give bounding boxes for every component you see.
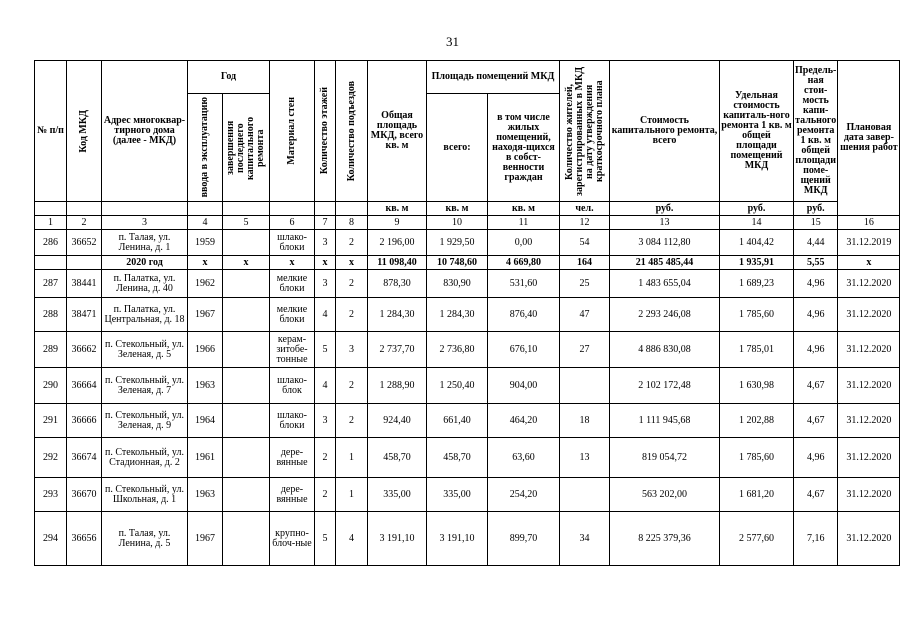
table-row: [35, 368, 900, 404]
cell-num: 292: [35, 438, 67, 478]
cell-repair-year: [223, 298, 270, 332]
cell-entrances: 2: [336, 368, 368, 404]
table-row: [35, 270, 900, 298]
cell-area-all: 10 748,60: [427, 256, 488, 270]
cell-area-all: 2 736,80: [427, 332, 488, 368]
cell-wall: х: [270, 256, 315, 270]
cell-unit-cost: 1 689,23: [720, 270, 794, 298]
cell-floors: 3: [315, 270, 336, 298]
cell-area-all: 1 284,30: [427, 298, 488, 332]
column-number: 10: [427, 216, 488, 230]
cell-area-all: 458,70: [427, 438, 488, 478]
cell-code: 36670: [67, 478, 102, 512]
header-residents: Количество жителей, зарегистрированных в МКД на дату утверждения краткосрочного плана: [560, 61, 610, 202]
cell-year: 1959: [188, 230, 223, 256]
cell-code: 38471: [67, 298, 102, 332]
cell-area-res: 4 669,80: [488, 256, 560, 270]
cell-code: 36656: [67, 512, 102, 566]
cell-date: 31.12.2020: [838, 368, 900, 404]
cell-unit-cost: 1 202,88: [720, 404, 794, 438]
cell-residents: 18: [560, 404, 610, 438]
cell-num: 287: [35, 270, 67, 298]
cell-floors: 3: [315, 230, 336, 256]
cell-address: п. Стекольный, ул. Зеленая, д. 9: [102, 404, 188, 438]
header-wall-material: Материал стен: [270, 61, 315, 202]
cell-date: 31.12.2020: [838, 404, 900, 438]
cell-num: 289: [35, 332, 67, 368]
cell-area-all: 3 191,10: [427, 512, 488, 566]
header-year-last-repair: завершения последнего капитального ремонта: [223, 94, 270, 202]
cell-area-res: 904,00: [488, 368, 560, 404]
cell-cost: 2 293 246,08: [610, 298, 720, 332]
cell-code: 36662: [67, 332, 102, 368]
header-code: Код МКД: [67, 61, 102, 202]
cell-repair-year: х: [223, 256, 270, 270]
cell-total-area: 458,70: [368, 438, 427, 478]
cell-year: 1962: [188, 270, 223, 298]
cell-address: п. Палатка, ул. Центральная, д. 18: [102, 298, 188, 332]
cell-residents: 13: [560, 438, 610, 478]
cell-unit-cost: 1 630,98: [720, 368, 794, 404]
header-total-area: Общая площадь МКД, всего кв. м: [368, 61, 427, 202]
cell-cost: 4 886 830,08: [610, 332, 720, 368]
header-year-group: Год: [188, 61, 270, 94]
cell-date: 31.12.2020: [838, 298, 900, 332]
cell-floors: 4: [315, 298, 336, 332]
unit-total-area: кв. м: [368, 202, 427, 216]
cell-num: 286: [35, 230, 67, 256]
cell-entrances: 1: [336, 478, 368, 512]
cell-total-area: 3 191,10: [368, 512, 427, 566]
cell-repair-year: [223, 438, 270, 478]
cell-cost: 1 483 655,04: [610, 270, 720, 298]
cell-date: 31.12.2020: [838, 438, 900, 478]
cell-date: 31.12.2020: [838, 270, 900, 298]
cell-total-area: 924,40: [368, 404, 427, 438]
table-row: [35, 478, 900, 512]
cell-wall: шлако-блок: [270, 368, 315, 404]
column-number: 13: [610, 216, 720, 230]
cell-area-res: 464,20: [488, 404, 560, 438]
cell-total-area: 878,30: [368, 270, 427, 298]
column-number: 7: [315, 216, 336, 230]
cell-wall: керам-зитобе-тонные: [270, 332, 315, 368]
header-unit-cost: Удельная стоимость капиталь-ного ремонта 1 кв. м общей площади помещений МКД: [720, 61, 794, 202]
cell-area-res: 63,60: [488, 438, 560, 478]
cell-floors: х: [315, 256, 336, 270]
cell-total-area: 2 196,00: [368, 230, 427, 256]
cell-area-res: 0,00: [488, 230, 560, 256]
cell-area-all: 335,00: [427, 478, 488, 512]
cell-address: п. Палатка, ул. Ленина, д. 40: [102, 270, 188, 298]
column-number: 4: [188, 216, 223, 230]
cell-max-cost: 7,16: [794, 512, 838, 566]
cell-year: 1967: [188, 512, 223, 566]
cell-repair-year: [223, 478, 270, 512]
table-row: [35, 230, 900, 256]
cell-entrances: 4: [336, 512, 368, 566]
cell-area-all: 830,90: [427, 270, 488, 298]
cell-cost: 1 111 945,68: [610, 404, 720, 438]
cell-num: 288: [35, 298, 67, 332]
cell-repair-year: [223, 332, 270, 368]
column-number: 8: [336, 216, 368, 230]
column-number: 5: [223, 216, 270, 230]
cell-year: 1967: [188, 298, 223, 332]
cell-unit-cost: 1 785,01: [720, 332, 794, 368]
header-floors: Количество этажей: [315, 61, 336, 202]
table-row: [35, 332, 900, 368]
cell-address: п. Стекольный, ул. Стадионная, д. 2: [102, 438, 188, 478]
header-area-group: Площадь помещений МКД: [427, 61, 560, 94]
cell-unit-cost: 1 404,42: [720, 230, 794, 256]
cell-floors: 3: [315, 404, 336, 438]
header-repair-cost: Стоимость капитального ремонта, всего: [610, 61, 720, 202]
cell-date: 31.12.2019: [838, 230, 900, 256]
cell-num: 291: [35, 404, 67, 438]
cell-residents: [560, 478, 610, 512]
column-number: 15: [794, 216, 838, 230]
cell-address: п. Талая, ул. Ленина, д. 1: [102, 230, 188, 256]
cell-floors: 5: [315, 512, 336, 566]
cell-cost: 3 084 112,80: [610, 230, 720, 256]
cell-residents: 47: [560, 298, 610, 332]
cell-year: 1963: [188, 368, 223, 404]
cell-address: п. Стекольный, ул. Зеленая, д. 7: [102, 368, 188, 404]
cell-entrances: 2: [336, 404, 368, 438]
cell-residents: 54: [560, 230, 610, 256]
cell-cost: 819 054,72: [610, 438, 720, 478]
cell-year: х: [188, 256, 223, 270]
cell-num: [35, 256, 67, 270]
cell-residents: 164: [560, 256, 610, 270]
cell-year: 1966: [188, 332, 223, 368]
unit-repair-cost: руб.: [610, 202, 720, 216]
column-number: 9: [368, 216, 427, 230]
cell-area-all: 1 250,40: [427, 368, 488, 404]
cell-wall: шлако-блоки: [270, 404, 315, 438]
cell-code: 36666: [67, 404, 102, 438]
header-planned-date: Плановая дата завер-шения работ: [838, 61, 900, 216]
column-number: 2: [67, 216, 102, 230]
cell-max-cost: 4,44: [794, 230, 838, 256]
cell-repair-year: [223, 368, 270, 404]
cell-residents: [560, 368, 610, 404]
cell-max-cost: 4,96: [794, 332, 838, 368]
cell-wall: крупно-блоч-ные: [270, 512, 315, 566]
header-num: № п/п: [35, 61, 67, 202]
cell-max-cost: 5,55: [794, 256, 838, 270]
cell-entrances: х: [336, 256, 368, 270]
cell-total-area: 1 284,30: [368, 298, 427, 332]
cell-max-cost: 4,96: [794, 438, 838, 478]
cell-wall: шлако-блоки: [270, 230, 315, 256]
header-area-all: всего:: [427, 94, 488, 202]
unit-residents: чел.: [560, 202, 610, 216]
header-entrances: Количество подъездов: [336, 61, 368, 202]
cell-residents: 25: [560, 270, 610, 298]
cell-floors: 5: [315, 332, 336, 368]
unit-max-unit-cost: руб.: [794, 202, 838, 216]
cell-repair-year: [223, 230, 270, 256]
cell-year: 1964: [188, 404, 223, 438]
cell-num: 294: [35, 512, 67, 566]
cell-entrances: 3: [336, 332, 368, 368]
cell-entrances: 2: [336, 230, 368, 256]
cell-num: 290: [35, 368, 67, 404]
column-number: 3: [102, 216, 188, 230]
cell-max-cost: 4,67: [794, 404, 838, 438]
cell-unit-cost: 1 785,60: [720, 298, 794, 332]
cell-year: 1961: [188, 438, 223, 478]
cell-floors: 4: [315, 368, 336, 404]
cell-entrances: 2: [336, 270, 368, 298]
cell-wall: дере-вянные: [270, 478, 315, 512]
cell-code: 38441: [67, 270, 102, 298]
table-row: [35, 404, 900, 438]
cell-wall: дере-вянные: [270, 438, 315, 478]
cell-repair-year: [223, 512, 270, 566]
cell-area-res: 899,70: [488, 512, 560, 566]
cell-entrances: 1: [336, 438, 368, 478]
cell-max-cost: 4,67: [794, 368, 838, 404]
cell-total-area: 11 098,40: [368, 256, 427, 270]
page-number: 31: [446, 34, 459, 49]
column-number: 16: [838, 216, 900, 230]
total-row: [35, 256, 900, 270]
cell-floors: 2: [315, 478, 336, 512]
cell-total-area: 2 737,70: [368, 332, 427, 368]
table-row: [35, 298, 900, 332]
cell-total-area: 335,00: [368, 478, 427, 512]
cell-max-cost: 4,96: [794, 298, 838, 332]
cell-cost: 8 225 379,36: [610, 512, 720, 566]
cell-address: п. Стекольный, ул. Школьная, д. 1: [102, 478, 188, 512]
cell-date: 31.12.2020: [838, 512, 900, 566]
cell-unit-cost: 2 577,60: [720, 512, 794, 566]
cell-area-res: 531,60: [488, 270, 560, 298]
cell-date: х: [838, 256, 900, 270]
cell-area-res: 254,20: [488, 478, 560, 512]
cell-year: 1963: [188, 478, 223, 512]
column-number: 1: [35, 216, 67, 230]
cell-code: [67, 256, 102, 270]
column-number: 11: [488, 216, 560, 230]
cell-unit-cost: 1 681,20: [720, 478, 794, 512]
unit-unit-cost: руб.: [720, 202, 794, 216]
table-row: [35, 438, 900, 478]
table-row: [35, 512, 900, 566]
cell-cost: 21 485 485,44: [610, 256, 720, 270]
cell-address: п. Стекольный, ул. Зеленая, д. 5: [102, 332, 188, 368]
cell-date: 31.12.2020: [838, 478, 900, 512]
cell-cost: 2 102 172,48: [610, 368, 720, 404]
unit-area-residential: кв. м: [488, 202, 560, 216]
cell-max-cost: 4,96: [794, 270, 838, 298]
unit-area-all: кв. м: [427, 202, 488, 216]
cell-unit-cost: 1 785,60: [720, 438, 794, 478]
cell-area-res: 676,10: [488, 332, 560, 368]
column-number: 6: [270, 216, 315, 230]
header-area-residential: в том числе жилых помещений, находя-щихся в собст-венности граждан: [488, 94, 560, 202]
column-number: 14: [720, 216, 794, 230]
header-address: Адрес многоквар-тирного дома (далее - МКД): [102, 61, 188, 202]
cell-max-cost: 4,67: [794, 478, 838, 512]
total-label: 2020 год: [102, 256, 188, 270]
cell-residents: 27: [560, 332, 610, 368]
column-number: 12: [560, 216, 610, 230]
cell-code: 36664: [67, 368, 102, 404]
cell-num: 293: [35, 478, 67, 512]
cell-wall: мелкие блоки: [270, 270, 315, 298]
cell-floors: 2: [315, 438, 336, 478]
cell-wall: мелкие блоки: [270, 298, 315, 332]
repair-plan-table: [34, 60, 900, 566]
cell-code: 36652: [67, 230, 102, 256]
cell-residents: 34: [560, 512, 610, 566]
cell-repair-year: [223, 404, 270, 438]
cell-repair-year: [223, 270, 270, 298]
cell-area-all: 1 929,50: [427, 230, 488, 256]
cell-area-res: 876,40: [488, 298, 560, 332]
cell-cost: 563 202,00: [610, 478, 720, 512]
cell-area-all: 661,40: [427, 404, 488, 438]
header-max-unit-cost: Предель-ная стои-мость капи-тального ремонта 1 кв. м общей площади поме-щений МКД: [794, 61, 838, 202]
cell-address: п. Талая, ул. Ленина, д. 5: [102, 512, 188, 566]
cell-code: 36674: [67, 438, 102, 478]
cell-entrances: 2: [336, 298, 368, 332]
cell-total-area: 1 288,90: [368, 368, 427, 404]
cell-unit-cost: 1 935,91: [720, 256, 794, 270]
header-year-commission: ввода в эксплуатацию: [188, 94, 223, 202]
cell-date: 31.12.2020: [838, 332, 900, 368]
